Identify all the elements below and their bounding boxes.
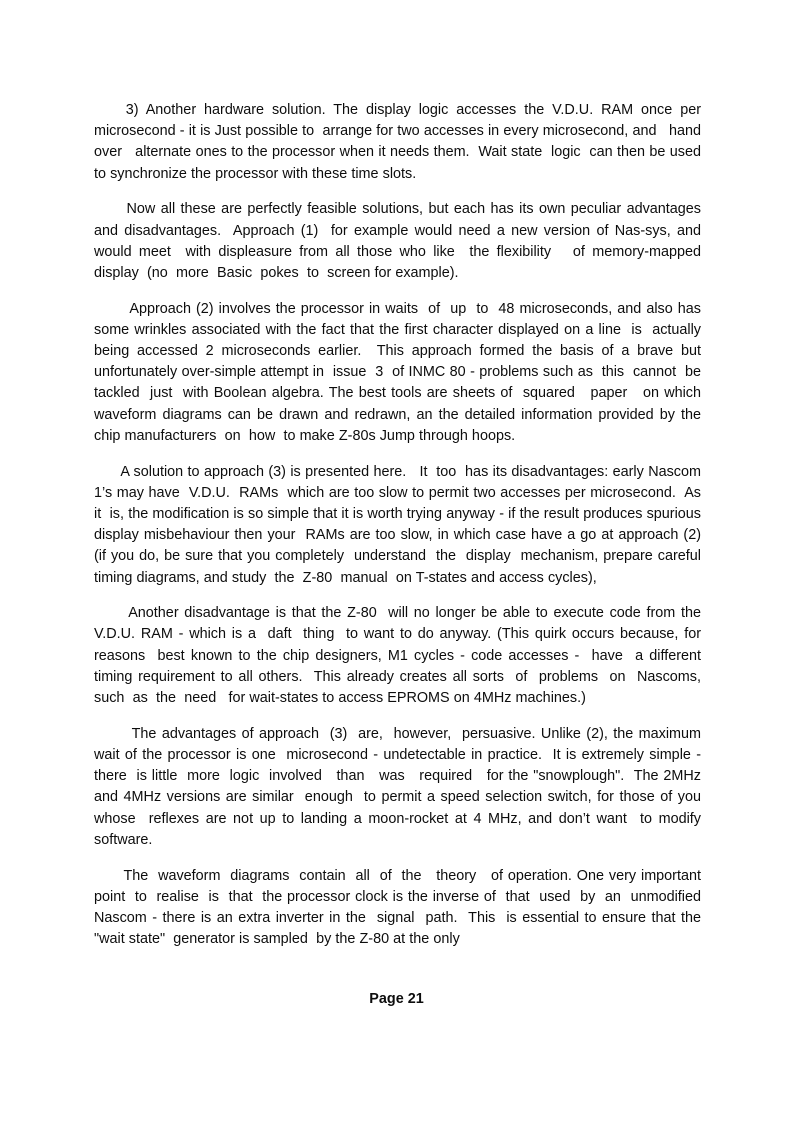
paragraph: A solution to approach (3) is presented here. It too has its disadvantages: early Nascom 1’s may have V.D.U. RAMs which are too slow to permit two accesses per microsecond. As it is, the modification is so simple that it is worth trying anyway - if the result produces spurious display misbehaviour then your RAMs are too slow, in which case have a go at approach (2) (if you do, be sure that you completely understand the display mechanism, prepare careful timing diagrams, and study the Z-80 manual on T-states and access cycles), xyxy=(94,463,710,586)
paragraph: 3) Another hardware solution. The display logic accesses the V.D.U. RAM once per microsecond - it is Just possible to arrange for two accesses in every microsecond, and hand over alternate ones to the processor when it needs them. Wait state logic can then be used to synchronize the processor with these time slots. xyxy=(94,102,714,182)
paragraph: Now all these are perfectly feasible solutions, but each has its own peculiar advantages and disadvantages. Approach (1) for example would need a new version of Nas-sys, and would meet with displeasure from all those who like the flexibility of memory-mapped display (no more Basic pokes to screen for example). xyxy=(94,201,710,281)
page-body-text xyxy=(94,100,714,950)
paragraph: The waveform diagrams contain all of the theory of operation. One very important point to realise is that the processor clock is the inverse of that used by an unmodified Nascom - there is an extra inverter in the signal path. This is essential to ensure that the "wait state" generator is sampled by the Z-80 at the only xyxy=(94,867,710,948)
paragraph: Approach (2) involves the processor in waits of up to 48 microseconds, and also has some wrinkles associated with the fact that the first character displayed on a line is actually being accessed 2 microseconds earlier. This approach formed the basis of a brave but unfortunately over-simple attempt in issue 3 of INMC 80 - problems such as this cannot be tackled just with Boolean algebra. The best tools are sheets of squared paper on which waveform diagrams can be drawn and redrawn, an the detailed information provided by the chip manufacturers on how to make Z-80s Jump through hoops. xyxy=(94,300,710,444)
page-number-footer: Page 21 xyxy=(369,991,424,1007)
paragraph: The advantages of approach (3) are, however, persuasive. Unlike (2), the maximum wait of the processor is one microsecond - undetectable in practice. It is extremely simple - there is little more logic involved than was required for the "snowplough". The 2MHz and 4MHz versions are similar enough to permit a speed selection switch, for those of you whose reflexes are not up to landing a moon-rocket at 4 MHz, and don’t want to modify software. xyxy=(94,725,706,848)
paragraph: Another disadvantage is that the Z-80 will no longer be able to execute code from the V.D.U. RAM - which is a daft thing to want to do anyway. (This quirk occurs because, for reasons best known to the chip designers, M1 cycles - code accesses - have a different timing requirement to all others. This already creates all sorts of problems on Nascoms, such as the need for wait-states to access EPROMS on 4MHz machines.) xyxy=(94,605,714,707)
